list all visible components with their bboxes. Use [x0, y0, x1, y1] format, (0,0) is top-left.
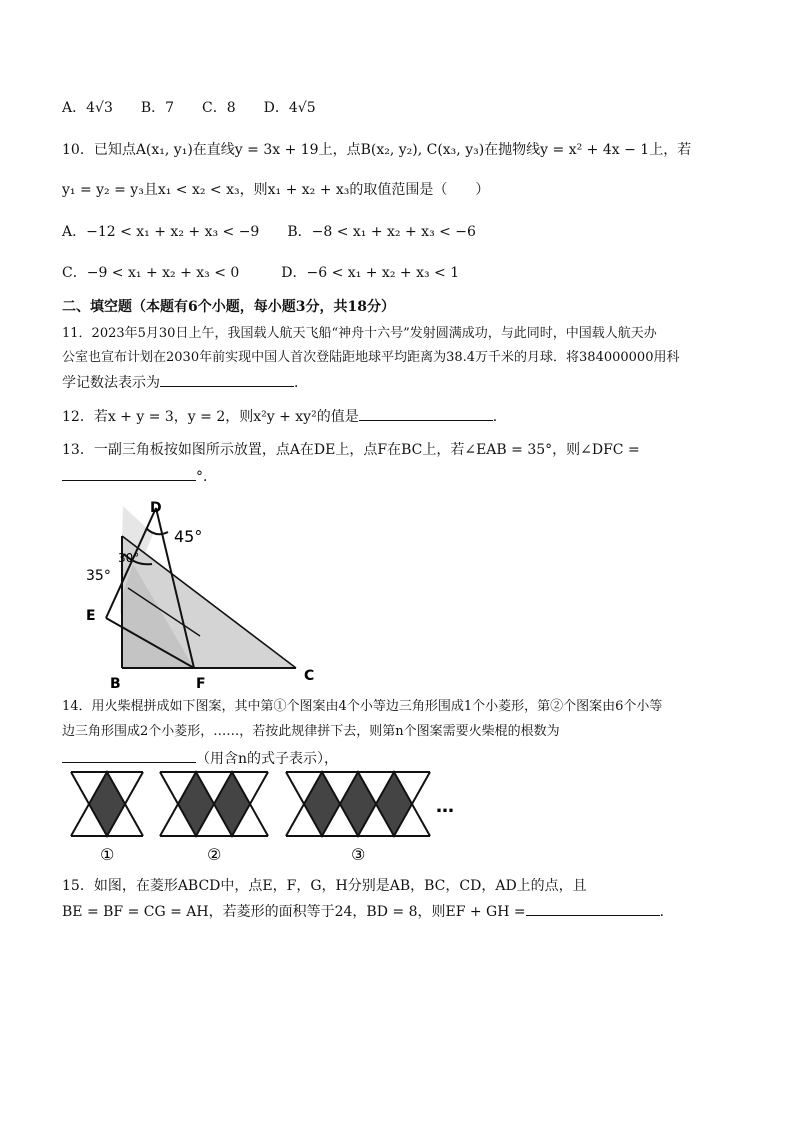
q10-stem-line1: 10．已知点A(x₁, y₁)在直线y = 3x + 19上，点B(x₂, y₂), C(x₃, y₃)在抛物线y = x² + 4x − 1上，若: [62, 142, 692, 158]
q14-line3: [62, 748, 338, 769]
pattern-label: ①: [100, 845, 115, 864]
q14-matchstick-figure: [64, 768, 464, 868]
pattern-2: [160, 772, 268, 864]
q14-line1: 14．用火柴棍拼成如下图案，其中第①个图案由4个小等边三角形围成1个小菱形，第②个图案由6个小等: [62, 699, 663, 714]
q13-line2: [62, 466, 217, 487]
rhombus: [178, 772, 214, 836]
rhombus: [304, 772, 340, 836]
label-c: C: [304, 668, 315, 684]
label-angle35: 35°: [86, 568, 111, 584]
q13-answer-blank[interactable]: [62, 466, 196, 481]
pattern-ellipsis: …: [436, 796, 454, 817]
label-f: F: [196, 676, 206, 690]
pattern-1: [71, 772, 143, 864]
q11-line3-end: ．: [294, 375, 308, 391]
q12-answer-blank[interactable]: [359, 406, 493, 421]
q11-line1: 11．2023年5月30日上午，我国载人航天飞船“神舟十六号”发射圆满成功，与此同时，中国载人航天办: [62, 326, 657, 341]
label-angle45: 45°: [174, 527, 203, 546]
label-e: E: [86, 608, 96, 624]
q13-line1: 13．一副三角板按如图所示放置，点A在DE上，点F在BC上，若∠EAB = 35°，则∠DFC =: [62, 442, 640, 458]
q12-line: [62, 406, 507, 427]
q10-options-cd: C．−9 < x₁ + x₂ + x₃ < 0 D．−6 < x₁ + x₂ + x₃ < 1: [62, 265, 460, 281]
q12-text: 12．若x + y = 3，y = 2，则x²y + xy²的值是: [62, 409, 359, 425]
label-d: D: [150, 500, 162, 516]
rhombus: [340, 772, 376, 836]
label-b: B: [110, 676, 121, 690]
q15-line2-text: BE = BF = CG = AH，若菱形的面积等于24，BD = 8，则EF + GH =: [62, 904, 526, 920]
pattern-label: ③: [351, 845, 366, 864]
q10-stem-line2: y₁ = y₂ = y₃且x₁ < x₂ < x₃，则x₁ + x₂ + x₃的取值范围是（ ）: [62, 182, 490, 198]
pattern-3: [286, 772, 430, 864]
q11-line3-text: 学记数法表示为: [62, 375, 160, 391]
q13-end: °．: [196, 469, 217, 485]
q14-line2: 边三角形围成2个小菱形，……，若按此规律拼下去，则第n个图案需要火柴棍的根数为: [62, 724, 560, 739]
label-angle30: 30°: [118, 551, 140, 565]
q12-end: ．: [492, 409, 507, 425]
q13-triangle-figure: [78, 496, 328, 690]
q11-line3: [62, 372, 308, 393]
section2-heading: 二、填空题（本题有6个小题，每小题3分，共18分）: [62, 299, 395, 315]
rhombus: [89, 772, 125, 836]
q15-line2: [62, 901, 674, 922]
pattern-label: ②: [207, 845, 222, 864]
rhombus: [214, 772, 250, 836]
q11-answer-blank[interactable]: [160, 372, 294, 387]
q9-options: A．4√3 B．7 C．8 D．4√5: [62, 100, 316, 116]
q11-line2: 公室也宣布计划在2030年前实现中国人首次登陆距地球平均距离为38.4万千米的月球．将384000000用科: [62, 350, 680, 365]
q14-answer-blank[interactable]: [62, 748, 196, 763]
q15-end: ．: [659, 904, 674, 920]
matchsticks: [160, 772, 268, 836]
q10-options-ab: A．−12 < x₁ + x₂ + x₃ < −9 B．−8 < x₁ + x₂ + x₃ < −6: [62, 224, 476, 240]
q15-answer-blank[interactable]: [526, 901, 660, 916]
q15-line1: 15．如图，在菱形ABCD中，点E，F，G，H分别是AB，BC，CD，AD上的点，且: [62, 878, 587, 894]
rhombus: [376, 772, 412, 836]
q14-line3-text: （用含n的式子表示），: [196, 751, 339, 767]
